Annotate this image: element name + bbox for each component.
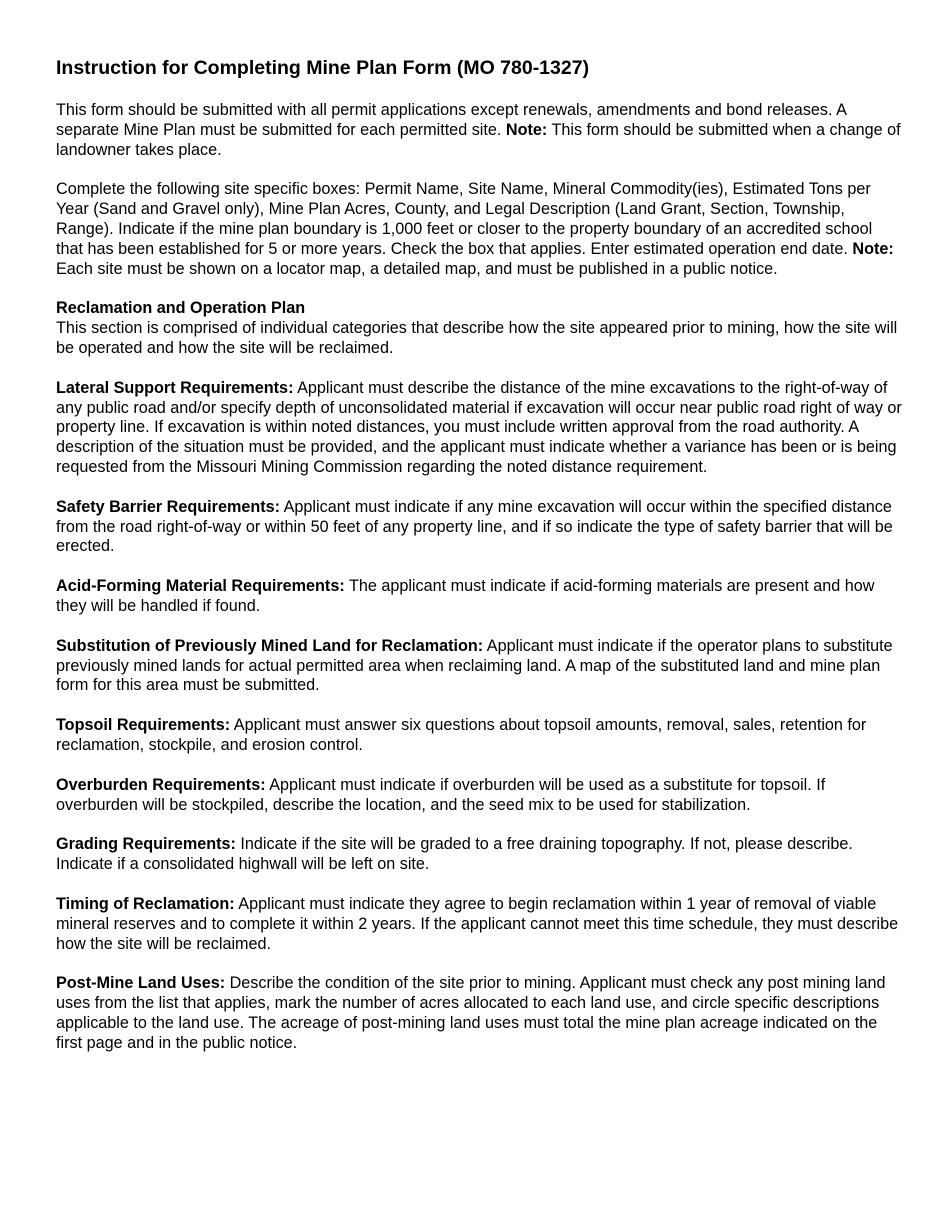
- section-topsoil: [56, 716, 902, 756]
- section-substitution: [56, 637, 902, 696]
- site-boxes-note-text: Each site must be shown on a locator map, a detailed map, and must be published in a public notice.: [56, 259, 778, 278]
- section-text: Applicant must indicate if any mine excavation will occur within the specified distance from the road right-of-way or within 50 feet of any property line, and if so indicate the type of safety barrier that will be erected.: [56, 497, 893, 556]
- section-overburden: [56, 776, 902, 816]
- site-boxes-paragraph: [56, 180, 902, 279]
- site-boxes-note-label: Note:: [852, 239, 894, 258]
- section-timing: [56, 895, 902, 954]
- section-text: Applicant must indicate if the operator plans to substitute previously mined lands for actual permitted area when reclaiming land. A map of the substituted land and mine plan form for this area must be submitted.: [56, 636, 893, 695]
- section-label: Timing of Reclamation:: [56, 894, 235, 913]
- section-acid-forming: [56, 577, 902, 617]
- section-text: Indicate if the site will be graded to a free draining topography. If not, please describe. Indicate if a consolidated highwall will be left on site.: [56, 835, 853, 874]
- section-label: Acid-Forming Material Requirements:: [56, 577, 345, 596]
- section-text: Describe the condition of the site prior to mining. Applicant must check any post mining land uses from the list that applies, mark the number of acres allocated to each land use, and circle specific descriptions applicable to the land use. The acreage of post-mining land uses must total the mine plan acreage indicated on the first page and in the public notice.: [56, 974, 886, 1052]
- intro-note-text: This form should be submitted when a change of landowner takes place.: [56, 120, 901, 159]
- section-lateral-support: [56, 379, 902, 478]
- section-label: Topsoil Requirements:: [56, 716, 231, 735]
- section-text: Applicant must indicate if overburden will be used as a substitute for topsoil. If overburden will be stockpiled, describe the location, and the seed mix to be used for stabilization.: [56, 775, 826, 814]
- section-label: Post-Mine Land Uses:: [56, 974, 226, 993]
- section-label: Overburden Requirements:: [56, 775, 266, 794]
- section-text: The applicant must indicate if acid-forming materials are present and how they will be handled if found.: [56, 577, 875, 615]
- section-text: Applicant must answer six questions about topsoil amounts, removal, sales, retention for reclamation, stockpile, and erosion control.: [56, 716, 867, 754]
- reclamation-plan-paragraph: [56, 299, 902, 358]
- section-text: Applicant must indicate they agree to begin reclamation within 1 year of removal of viable mineral reserves and to complete it within 2 years. If the applicant cannot meet this time schedule, they must describe how the site will be reclaimed.: [56, 894, 899, 953]
- section-safety-barrier: [56, 498, 902, 557]
- intro-text: This form should be submitted with all permit applications except renewals, amendments and bond releases. A separate Mine Plan must be submitted for each permitted site.: [56, 101, 847, 139]
- document-title: Instruction for Completing Mine Plan Form (MO 780-1327): [56, 57, 590, 79]
- site-boxes-text: Complete the following site specific boxes: Permit Name, Site Name, Mineral Commodity(ies), Estimated Tons per Year (Sand and Gravel only), Mine Plan Acres, County, and Legal Description (Land Grant, Section, Township, Range). Indicate if the mine plan boundary is 1,000 feet or closer to the property boundary of an accredited school that has been established for 5 or more years. Check the box that applies. Enter estimated operation end date.: [56, 180, 873, 258]
- section-label: Substitution of Previously Mined Land for Reclamation:: [56, 636, 484, 655]
- section-label: Grading Requirements:: [56, 835, 236, 854]
- reclamation-plan-text: This section is comprised of individual categories that describe how the site appeared prior to mining, how the site will be operated and how the site will be reclaimed.: [56, 319, 898, 357]
- section-post-mine-land-uses: [56, 974, 902, 1053]
- section-label: Lateral Support Requirements:: [56, 378, 294, 397]
- intro-note-label: Note:: [505, 120, 548, 139]
- section-label: Safety Barrier Requirements:: [56, 497, 281, 516]
- section-grading: [56, 835, 902, 875]
- reclamation-plan-heading: Reclamation and Operation Plan: [56, 299, 306, 318]
- intro-paragraph: [56, 101, 902, 160]
- section-text: Applicant must describe the distance of the mine excavations to the right-of-way of any public road and/or specify depth of unconsolidated material if excavation will occur near public road right of way or property line. If excavation is within noted distances, you must include written approval from the road authority. A description of the situation must be provided, and the applicant must indicate whether a variance has been or is being requested from the Missouri Mining Commission regarding the noted distance requirement.: [56, 378, 902, 476]
